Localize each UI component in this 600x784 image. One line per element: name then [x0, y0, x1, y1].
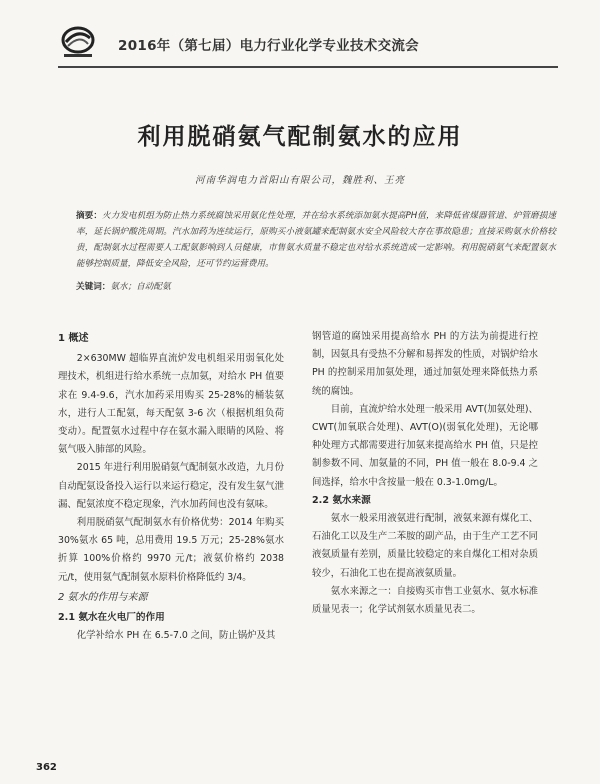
- conference-title: 2016年（第七届）电力行业化学专业技术交流会: [118, 38, 419, 54]
- paragraph: 氨水一般采用液氨进行配制，液氨来源有煤化工、石油化工以及生产二苯胺的副产品，由于生产工艺不同液氨质量有差别，质量比较稳定的来自煤化工相对杂质较少，石油化工也在提高液氨质量。: [312, 513, 538, 579]
- paragraph: 2×630MW 超临界直流炉发电机组采用弱氧化处理技术，机组进行给水系统一点加氨，对给水 PH 值要求在 9.4-9.6，汽水加药采用购买 25-28%的桶装氨水，进行人工配氨，每天配氨 3-6 次（根据机组负荷变动）。配置氨水过程中存在氨水漏入眼睛的风险、将氨气吸入肺部的风险。: [58, 353, 284, 456]
- abstract: [76, 208, 556, 272]
- paragraph: 氨水来源之一：自接购买市售工业氨水、氨水标准质量见表一；化学试剂氨水质量见表二。: [312, 585, 538, 616]
- paragraph: 利用脱硝氨气配制氨水有价格优势：2014 年购买 30%氨水 65 吨，总用费用 19.5 万元；25-28%氨水折算 100%价格约 9970 元/t；液氨价格约 2038 元/t，使用氨气配制氨水原料价格降低约 3/4。: [58, 517, 284, 583]
- section-2-heading: 2 氨水的作用与来源: [58, 591, 148, 603]
- keywords-label: 关键词：: [76, 282, 111, 292]
- keywords: [76, 280, 556, 294]
- article-title: 利用脱硝氨气配制氨水的应用: [137, 124, 463, 150]
- left-column: [58, 328, 284, 645]
- right-column: [312, 328, 538, 619]
- conference-header: [0, 22, 600, 66]
- keywords-text: 氨水；自动配氨: [110, 282, 171, 292]
- paragraph: 目前，直流炉给水处理一般采用 AVT(加氨处理)、CWT(加氧联合处理)、AVT(O)(弱氧化处理)，无论哪种处理方式都需要进行加氨来提高给水 PH 值，只是控制参数不同、加氨量的不同，PH 值一般在 8.0-9.4 之间选择，给水中含按量一般在 0.3-1.0mg/L。: [312, 403, 538, 488]
- section-2-2-heading: 2.2 氨水来源: [312, 494, 371, 506]
- header-divider: [58, 66, 558, 68]
- section-2-1-heading: 2.1 氨水在火电厂的作用: [58, 612, 165, 624]
- paragraph: 2015 年进行利用脱硝氨气配制氨水改造，九月份自动配氨设备投入运行以来运行稳定，没有发生氨气泄漏、配氨浓度不稳定现象，汽水加药间也没有氨味。: [58, 462, 284, 510]
- page-number: 362: [36, 762, 57, 773]
- paragraph: 化学补给水 PH 在 6.5-7.0 之间，防止锅炉及其: [76, 630, 276, 642]
- paragraph: 钢管道的腐蚀采用提高给水 PH 的方法为前提进行控制，因氨具有受热不分解和易挥发的性质，对锅炉给水 PH 的控制采用加氨处理，通过加氨处理来降低热力系统的腐蚀。: [312, 331, 538, 397]
- abstract-text: 火力发电机组为防止热力系统腐蚀采用氨化性处理，并在给水系统添加氨水提高PH值，来降低省煤器管道、炉管磨损速率，延长锅炉酸洗周期。汽水加药为连续运行，原购买小液氨罐来配制氨水安全风险较大存在事故隐患；直接采购氨水价格较贵，配制氨水过程需要人工配氨影响到人员健康，市售氨水质量不稳定也对给水系统造成一定影响。利用脱硝氨气来配置氨水能够控制质量，降低安全风险，还可节约运营费用。: [76, 211, 556, 269]
- abstract-label: 摘要：: [76, 211, 103, 221]
- section-1-heading: 1 概述: [58, 333, 89, 344]
- authors-line: 河南华润电力首阳山有限公司，魏胜利、王亮: [194, 175, 405, 186]
- conference-logo-icon: [58, 24, 98, 60]
